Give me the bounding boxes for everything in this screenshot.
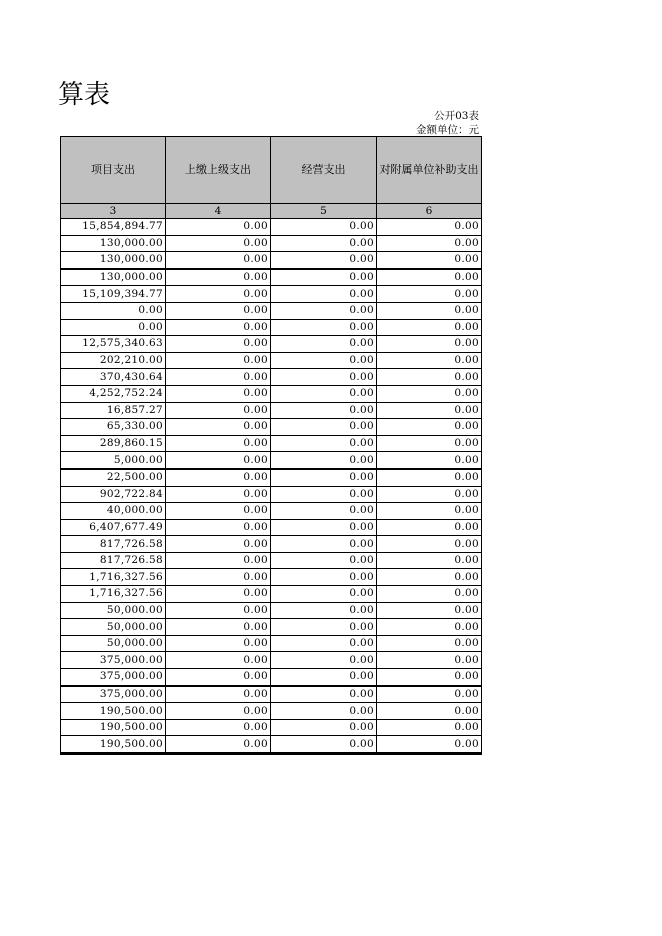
table-cell: 0.00	[377, 402, 482, 419]
table-cell: 12,575,340.63	[61, 336, 166, 353]
table-cell: 0.00	[166, 269, 271, 286]
table-cell: 0.00	[271, 719, 377, 736]
table-cell: 1,716,327.56	[61, 586, 166, 603]
table-cell: 0.00	[271, 619, 377, 636]
table-cell: 0.00	[166, 419, 271, 436]
header-operating-expenditure: 经营支出	[271, 137, 377, 204]
table-cell: 4,252,752.24	[61, 385, 166, 402]
table-cell: 0.00	[271, 602, 377, 619]
table-cell: 0.00	[271, 252, 377, 269]
header-subsidy-affiliates: 对附属单位补助支出	[377, 137, 482, 204]
table-cell: 0.00	[377, 703, 482, 720]
table-cell: 40,000.00	[61, 503, 166, 520]
table-cell: 16,857.27	[61, 402, 166, 419]
table-row	[61, 352, 482, 369]
table-row	[61, 736, 482, 754]
table-cell: 0.00	[166, 686, 271, 703]
table-cell: 0.00	[271, 469, 377, 486]
table-cell: 0.00	[166, 569, 271, 586]
column-number: 3	[61, 204, 166, 219]
table-row	[61, 319, 482, 336]
table-cell: 0.00	[271, 586, 377, 603]
table-cell: 0.00	[271, 435, 377, 452]
table-cell: 15,854,894.77	[61, 219, 166, 236]
header-remit-superior: 上缴上级支出	[166, 137, 271, 204]
table-cell: 0.00	[377, 336, 482, 353]
table-row	[61, 369, 482, 386]
table-cell: 0.00	[377, 669, 482, 686]
table-cell: 0.00	[271, 385, 377, 402]
table-cell: 0.00	[377, 352, 482, 369]
table-cell: 0.00	[166, 452, 271, 469]
table-cell: 0.00	[166, 536, 271, 553]
table-cell: 5,000.00	[61, 452, 166, 469]
table-cell: 0.00	[166, 503, 271, 520]
table-cell: 0.00	[166, 235, 271, 252]
column-number: 5	[271, 204, 377, 219]
table-cell: 0.00	[377, 302, 482, 319]
table-cell: 0.00	[166, 669, 271, 686]
table-cell: 0.00	[377, 219, 482, 236]
table-row	[61, 552, 482, 569]
table-row	[61, 469, 482, 486]
table-cell: 0.00	[271, 286, 377, 303]
table-cell: 0.00	[377, 719, 482, 736]
table-row	[61, 235, 482, 252]
table-row	[61, 635, 482, 652]
table-cell: 0.00	[271, 235, 377, 252]
table-row	[61, 336, 482, 353]
table-cell: 902,722.84	[61, 486, 166, 503]
table-cell: 15,109,394.77	[61, 286, 166, 303]
table-cell: 817,726.58	[61, 536, 166, 553]
table-row	[61, 452, 482, 469]
table-cell: 0.00	[166, 619, 271, 636]
table-cell: 0.00	[166, 336, 271, 353]
table-cell: 0.00	[166, 519, 271, 536]
table-cell: 0.00	[377, 286, 482, 303]
table-cell: 0.00	[271, 652, 377, 669]
table-cell: 370,430.64	[61, 369, 166, 386]
table-cell: 0.00	[377, 503, 482, 520]
table-cell: 289,860.15	[61, 435, 166, 452]
table-cell: 0.00	[271, 486, 377, 503]
table-row	[61, 652, 482, 669]
column-number-row	[61, 204, 482, 219]
table-cell: 0.00	[166, 736, 271, 754]
table-cell: 0.00	[166, 352, 271, 369]
table-cell: 0.00	[377, 536, 482, 553]
table-row	[61, 602, 482, 619]
table-cell: 0.00	[166, 302, 271, 319]
table-cell: 0.00	[271, 452, 377, 469]
table-cell: 0.00	[377, 469, 482, 486]
table-cell: 50,000.00	[61, 619, 166, 636]
table-row	[61, 286, 482, 303]
table-row	[61, 302, 482, 319]
table-cell: 190,500.00	[61, 703, 166, 720]
table-cell: 0.00	[271, 686, 377, 703]
table-cell: 0.00	[271, 419, 377, 436]
expenditure-table	[60, 136, 482, 755]
table-cell: 0.00	[166, 252, 271, 269]
table-cell: 0.00	[377, 736, 482, 754]
table-row	[61, 619, 482, 636]
table-cell: 0.00	[166, 602, 271, 619]
table-row	[61, 586, 482, 603]
table-cell: 0.00	[377, 619, 482, 636]
table-row	[61, 703, 482, 720]
table-cell: 0.00	[166, 219, 271, 236]
table-cell: 0.00	[271, 536, 377, 553]
table-cell: 130,000.00	[61, 269, 166, 286]
table-cell: 375,000.00	[61, 669, 166, 686]
table-cell: 0.00	[271, 736, 377, 754]
column-number: 6	[377, 204, 482, 219]
table-cell: 0.00	[377, 519, 482, 536]
header-project-expenditure: 项目支出	[61, 137, 166, 204]
table-row	[61, 669, 482, 686]
table-cell: 0.00	[377, 586, 482, 603]
table-cell: 0.00	[377, 635, 482, 652]
table-cell: 0.00	[377, 452, 482, 469]
table-cell: 0.00	[271, 669, 377, 686]
table-cell: 130,000.00	[61, 235, 166, 252]
table-cell: 0.00	[377, 435, 482, 452]
table-cell: 0.00	[61, 302, 166, 319]
table-row	[61, 519, 482, 536]
table-cell: 0.00	[271, 703, 377, 720]
table-row	[61, 252, 482, 269]
table-cell: 130,000.00	[61, 252, 166, 269]
header-row	[61, 137, 482, 204]
table-cell: 0.00	[166, 552, 271, 569]
table-row	[61, 219, 482, 236]
table-cell: 0.00	[377, 319, 482, 336]
table-cell: 0.00	[377, 419, 482, 436]
table-cell: 0.00	[61, 319, 166, 336]
table-cell: 0.00	[271, 319, 377, 336]
table-row	[61, 536, 482, 553]
table-row	[61, 385, 482, 402]
column-number: 4	[166, 204, 271, 219]
table-cell: 0.00	[377, 235, 482, 252]
table-cell: 0.00	[377, 652, 482, 669]
table-cell: 0.00	[377, 486, 482, 503]
table-cell: 0.00	[377, 569, 482, 586]
table-cell: 6,407,677.49	[61, 519, 166, 536]
table-cell: 190,500.00	[61, 719, 166, 736]
table-cell: 0.00	[166, 369, 271, 386]
table-cell: 0.00	[166, 435, 271, 452]
table-cell: 50,000.00	[61, 635, 166, 652]
table-row	[61, 419, 482, 436]
table-row	[61, 719, 482, 736]
table-cell: 1,716,327.56	[61, 569, 166, 586]
table-cell: 375,000.00	[61, 652, 166, 669]
table-row	[61, 486, 482, 503]
table-cell: 817,726.58	[61, 552, 166, 569]
table-cell: 0.00	[271, 219, 377, 236]
table-cell: 0.00	[271, 352, 377, 369]
table-row	[61, 402, 482, 419]
table-cell: 202,210.00	[61, 352, 166, 369]
table-cell: 0.00	[166, 486, 271, 503]
table-cell: 0.00	[166, 319, 271, 336]
table-cell: 0.00	[271, 402, 377, 419]
table-cell: 375,000.00	[61, 686, 166, 703]
table-cell: 0.00	[377, 252, 482, 269]
table-cell: 0.00	[271, 302, 377, 319]
table-cell: 0.00	[166, 652, 271, 669]
table-body	[61, 219, 482, 754]
table-row	[61, 435, 482, 452]
table-cell: 0.00	[271, 269, 377, 286]
table-cell: 65,330.00	[61, 419, 166, 436]
table-cell: 22,500.00	[61, 469, 166, 486]
form-code: 公开03表	[434, 110, 479, 122]
table-cell: 0.00	[271, 503, 377, 520]
table-cell: 0.00	[271, 336, 377, 353]
table-cell: 0.00	[377, 269, 482, 286]
table-cell: 0.00	[166, 402, 271, 419]
table-row	[61, 569, 482, 586]
table-cell: 0.00	[377, 369, 482, 386]
table-cell: 0.00	[166, 286, 271, 303]
table-cell: 50,000.00	[61, 602, 166, 619]
table-cell: 0.00	[377, 552, 482, 569]
table-row	[61, 686, 482, 703]
table-row	[61, 503, 482, 520]
table-cell: 0.00	[271, 635, 377, 652]
table-cell: 0.00	[271, 569, 377, 586]
table-cell: 0.00	[377, 602, 482, 619]
table-cell: 0.00	[166, 385, 271, 402]
table-cell: 0.00	[166, 586, 271, 603]
table-cell: 0.00	[271, 519, 377, 536]
table-cell: 0.00	[377, 385, 482, 402]
table-cell: 0.00	[166, 469, 271, 486]
table-cell: 0.00	[166, 635, 271, 652]
unit-label: 金额单位：元	[416, 124, 479, 136]
page-title: 算表	[58, 80, 111, 110]
table-cell: 0.00	[271, 552, 377, 569]
table-cell: 0.00	[166, 719, 271, 736]
table-cell: 190,500.00	[61, 736, 166, 754]
table-cell: 0.00	[377, 686, 482, 703]
table-cell: 0.00	[271, 369, 377, 386]
table-row	[61, 269, 482, 286]
table-cell: 0.00	[166, 703, 271, 720]
